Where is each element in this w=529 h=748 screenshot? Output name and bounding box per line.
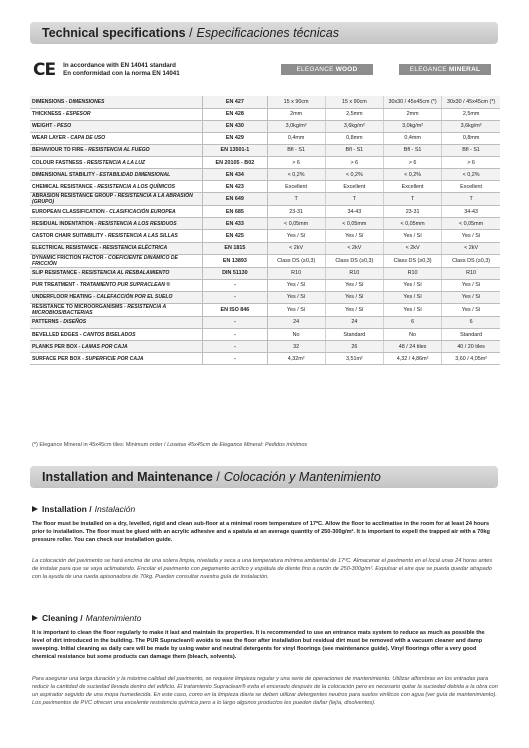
spec-value-v2: T: [325, 193, 383, 206]
spec-standard: EN 429: [203, 132, 267, 144]
spec-property-es: RESISTENCIA A LOS RESIDUOS: [97, 220, 177, 227]
spec-property-es: RESISTENCIA A MICROBIOS/BACTERIAS: [32, 303, 166, 316]
spec-row: [30, 169, 500, 181]
install-banner-title-es: Colocación y Mantenimiento: [223, 470, 381, 484]
spec-value-v1: Yes / Sí: [267, 230, 325, 242]
spec-value-v1: 4,32m²: [267, 353, 325, 365]
spec-row: [30, 353, 500, 365]
spec-row: [30, 193, 500, 206]
spec-property-en: BEHAVIOUR TO FIRE: [32, 147, 84, 154]
spec-value-v4: > 6: [442, 156, 500, 168]
collection-pill-mineral: ELEGANCE MINERAL: [399, 64, 491, 75]
spec-standard: EN 434: [203, 169, 267, 181]
spec-property-en: EUROPEAN CLASSIFICATION: [32, 208, 105, 215]
spec-row: [30, 316, 500, 328]
spec-property: THICKNESS - ESPESOR: [30, 108, 203, 120]
spec-value-v2: 3,6kg/m²: [325, 120, 383, 132]
spec-property-en: COLOUR FASTNESS: [32, 159, 83, 166]
spec-value-v3: 48 / 24 tiles: [383, 341, 441, 353]
install-banner-title-en: Installation and Maintenance: [42, 470, 213, 484]
spec-value-v1: < 0,2%: [267, 169, 325, 181]
spec-property-es: ESPESOR: [65, 111, 91, 118]
spec-standard: -: [203, 279, 267, 291]
spec-value-v3: Class DS (≥0,3): [383, 254, 441, 267]
spec-row: [30, 120, 500, 132]
spec-value-v2: 24: [325, 316, 383, 328]
spec-value-v3: R10: [383, 267, 441, 279]
spec-standard: -: [203, 329, 267, 341]
spec-standard: EN ISO 846: [203, 303, 267, 316]
spec-value-v1: < 0,05mm: [267, 218, 325, 230]
spec-value-v1: 3,0kg/m²: [267, 120, 325, 132]
spec-property-es: CLASIFICACIÓN EUROPEA: [109, 208, 176, 215]
spec-property: EUROPEAN CLASSIFICATION - CLASIFICACIÓN EUROPEA: [30, 206, 203, 218]
spec-value-v2: Class DS (≥0,3): [325, 254, 383, 267]
spec-value-v4: 30x30 / 45x45cm (*): [442, 96, 500, 108]
spec-property: WEIGHT - PESO: [30, 120, 203, 132]
spec-value-v1: 0,4mm: [267, 132, 325, 144]
spec-property: WEAR LAYER - CAPA DE USO: [30, 132, 203, 144]
spec-property-en: SLIP RESISTANCE: [32, 270, 78, 277]
compliance-line-es: En conformidad con la norma EN 14041: [63, 70, 180, 77]
spec-property-es: DISEÑOS: [63, 319, 87, 326]
cleaning-text-en: It is important to clean the floor regularly to make it last and maintain its properties. It is recommended to use an entrance mats system to reduce as much as possible the level of dirt introduced in the building. The PUR Supraclean® avoids to wax the floor after installation but residual dirt must be removed with a vacuum cleaner and damp sweeping. Initial cleaning as daily care will be made by using water and neutral detergents for vinyl floorings (see maintenance guide). Vinyl floorings offer a very good chemical resistance but some products can damage them (bleach, solvents).: [32, 630, 485, 660]
spec-value-v2: Standard: [325, 329, 383, 341]
spec-property-en: PATTERNS: [32, 319, 59, 326]
spec-standard: EN 649: [203, 193, 267, 206]
installation-text-es: La colocación del pavimento se hará encima de una solera limpia, nivelada y seca a una temperatura mínima ambiental de 17ºC. Almacenar el pavimento en el local unas 24 horas antes de instalar para que se vaya aclimatando. Encolar el pavimento con pegamento acrílico y espátula de diente fino a razón de 250-300g/m². Expulsar el aire que se pueda quedar atrapado con la ayuda de una rueda apisonadora de 70kg. Pueden consultar nuestra guía de instalación.: [32, 558, 493, 580]
spec-value-v4: 6: [442, 316, 500, 328]
spec-value-v3: > 6: [383, 156, 441, 168]
spec-value-v1: Class DS (≥0,3): [267, 254, 325, 267]
spec-value-v3: 4,32 / 4,86m²: [383, 353, 441, 365]
spec-value-v3: 3,0kg/m²: [383, 120, 441, 132]
spec-property: PUR TREATMENT - TRATAMIENTO PUR SUPRACLEAN ®: [30, 279, 203, 291]
spec-property: PATTERNS - DISEÑOS: [30, 316, 203, 328]
spec-property-es: RESISTENCIA ELÉCTRICA: [102, 245, 168, 252]
spec-value-v4: Class DS (≥0,3): [442, 254, 500, 267]
spec-value-v3: Excellent: [383, 181, 441, 193]
spec-property-en: RESIDUAL INDENTATION: [32, 220, 94, 227]
spec-value-v3: T: [383, 193, 441, 206]
spec-property-en: RESISTANCE TO MICROORGANISMS: [32, 303, 123, 310]
spec-standard: EN 427: [203, 96, 267, 108]
spec-property-en: PUR TREATMENT: [32, 282, 76, 289]
spec-row: [30, 291, 500, 303]
cleaning-heading: Cleaning / Mantenimiento: [32, 613, 141, 623]
spec-property: DIMENSIONAL STABILITY - ESTABILIDAD DIMENSIONAL: [30, 169, 203, 181]
spec-row: [30, 341, 500, 353]
spec-standard: -: [203, 316, 267, 328]
spec-value-v4: Yes / Sí: [442, 303, 500, 316]
spec-value-v4: Standard: [442, 329, 500, 341]
spec-standard: DIN 51130: [203, 267, 267, 279]
spec-row: [30, 206, 500, 218]
spec-value-v4: T: [442, 193, 500, 206]
spec-value-v4: < 0,05mm: [442, 218, 500, 230]
spec-value-v2: < 2kV: [325, 242, 383, 254]
spec-standard: EN 13893: [203, 254, 267, 267]
spec-value-v2: Yes / Sí: [325, 230, 383, 242]
spec-property: ELECTRICAL RESISTANCE - RESISTENCIA ELÉCTRICA: [30, 242, 203, 254]
spec-row: [30, 254, 500, 267]
spec-value-v1: No: [267, 329, 325, 341]
spec-value-v2: R10: [325, 267, 383, 279]
spec-value-v3: 23-31: [383, 206, 441, 218]
spec-property: PLANKS PER BOX - LAMAS POR CAJA: [30, 341, 203, 353]
spec-row: [30, 132, 500, 144]
spec-row: [30, 144, 500, 156]
spec-standard: EN 430: [203, 120, 267, 132]
spec-value-v4: 0,8mm: [442, 132, 500, 144]
spec-value-v2: > 6: [325, 156, 383, 168]
spec-value-v2: Bfl - S1: [325, 144, 383, 156]
spec-value-v1: Yes / Sí: [267, 303, 325, 316]
spec-property-en: SURFACE PER BOX: [32, 355, 81, 362]
spec-value-v4: Excellent: [442, 181, 500, 193]
spec-property-en: PLANKS PER BOX: [32, 343, 78, 350]
spec-property-en: UNDERFLOOR HEATING: [32, 294, 92, 301]
spec-value-v2: 34-43: [325, 206, 383, 218]
spec-property-en: CASTOR CHAIR SUITABILITY: [32, 232, 104, 239]
spec-value-v3: Yes / Sí: [383, 279, 441, 291]
spec-value-v1: Yes / Sí: [267, 279, 325, 291]
spec-value-v2: 0,8mm: [325, 132, 383, 144]
spec-value-v4: Yes / Sí: [442, 279, 500, 291]
spec-value-v3: < 2kV: [383, 242, 441, 254]
spec-value-v4: Yes / Sí: [442, 230, 500, 242]
spec-property-es: RESISTENCIA A LA LUZ: [86, 159, 146, 166]
spec-property: CASTOR CHAIR SUITABILITY - RESISTENCIA A LAS SILLAS: [30, 230, 203, 242]
spec-value-v1: 2mm: [267, 108, 325, 120]
spec-standard: EN 425: [203, 230, 267, 242]
banner-title-es: Especificaciones técnicas: [196, 26, 339, 40]
spec-property-en: WEAR LAYER: [32, 135, 66, 142]
spec-value-v1: T: [267, 193, 325, 206]
spec-value-v4: 3,6kg/m²: [442, 120, 500, 132]
spec-standard: -: [203, 353, 267, 365]
spec-property-en: CHEMICAL RESISTANCE: [32, 183, 93, 190]
spec-value-v1: 15 x 90cm: [267, 96, 325, 108]
spec-property-en: ABRASION RESISTANCE GROUP: [32, 193, 114, 200]
spec-row: [30, 181, 500, 193]
spec-value-v4: 40 / 20 tiles: [442, 341, 500, 353]
spec-value-v3: 30x30 / 45x45cm (*): [383, 96, 441, 108]
spec-row: [30, 242, 500, 254]
spec-value-v3: 6: [383, 316, 441, 328]
spec-property-es: COEFICIENTE DINÁMICO DE FRICCIÓN: [32, 254, 178, 267]
spec-value-v4: 34-43: [442, 206, 500, 218]
spec-property: RESISTANCE TO MICROORGANISMS - RESISTENCIA A MICROBIOS/BACTERIAS: [30, 303, 203, 316]
spec-property: SURFACE PER BOX - SUPERFICIE POR CAJA: [30, 353, 203, 365]
spec-standard: -: [203, 341, 267, 353]
spec-value-v2: Excellent: [325, 181, 383, 193]
spec-value-v2: Yes / Sí: [325, 303, 383, 316]
spec-property-es: RESISTENCIA A LOS QUÍMICOS: [97, 183, 176, 190]
spec-value-v3: Bfl - S1: [383, 144, 441, 156]
ce-compliance: [33, 60, 180, 80]
compliance-line-en: In accordance with EN 14041 standard: [63, 62, 176, 69]
spec-value-v1: Bfl - S1: [267, 144, 325, 156]
spec-row: [30, 329, 500, 341]
spec-property-es: PESO: [56, 123, 72, 130]
install-banner: Installation and Maintenance / Colocación y Mantenimiento: [30, 466, 498, 488]
spec-value-v4: R10: [442, 267, 500, 279]
spec-property-es: CANTOS BISELADOS: [82, 331, 136, 338]
spec-value-v1: 23-31: [267, 206, 325, 218]
spec-standard: -: [203, 291, 267, 303]
spec-standard: EN 20105 - B02: [203, 156, 267, 168]
arrow-right-icon: [32, 615, 38, 621]
spec-property-es: DIMENSIONES: [68, 98, 105, 105]
installation-text-en: The floor must be installed on a dry, levelled, rigid and clean sub-floor at a minimal room temperature of 17ºC. Allow the floor to acclimatise in the room for at least 24 hours prior to installation. The floor must be glued with an acrylic adhesive and a spatula at an average quantity of 250-300g/m². It is important to expell the trapped air with a 70kg pressure roller. You can check our installation guide.: [32, 521, 490, 543]
spec-row: [30, 267, 500, 279]
spec-value-v1: Excellent: [267, 181, 325, 193]
tech-spec-banner: [30, 22, 498, 44]
spec-property: COLOUR FASTNESS - RESISTENCIA A LA LUZ: [30, 156, 203, 168]
spec-property: BEHAVIOUR TO FIRE - RESISTENCIA AL FUEGO: [30, 144, 203, 156]
spec-value-v3: 0,4mm: [383, 132, 441, 144]
spec-property-es: CAPA DE USO: [70, 135, 106, 142]
spec-value-v3: 2mm: [383, 108, 441, 120]
spec-property-en: THICKNESS: [32, 111, 62, 118]
spec-property-en: WEIGHT: [32, 123, 53, 130]
spec-row: [30, 108, 500, 120]
spec-property: CHEMICAL RESISTANCE - RESISTENCIA A LOS QUÍMICOS: [30, 181, 203, 193]
spec-value-v2: 3,51m²: [325, 353, 383, 365]
spec-property-en: DYNAMIC FRICTION FACTOR: [32, 254, 104, 261]
spec-value-v2: 15 x 90cm: [325, 96, 383, 108]
spec-property-es: SUPERFICIE POR CAJA: [85, 355, 144, 362]
cleaning-text-es: Para asegurar una larga duración y la máxima calidad del pavimento, se requiere limpieza regular y una serie de operaciones de mantenimiento. Utilizar alfombras en los entradas para reducir la cantidad de suciedad llevada dentro del edificio. El tratamiento Supraclean® evita el encerado después de la colocación pero es necesario quitar la suciedad debida a la obra con un aspirador seguido de una mopa humedecida. En este caso, como en la limpieza diaria se deben utilizar detergentes neutros para suelos vinílicos con agua (ver guía de mantenimiento). Los pavimentos de PVC ofrecen una excelente resistencia química pero a lo largo algunos productos les pueden dañar (lejía, disolventes).: [32, 676, 498, 706]
spec-property-es: LAMAS POR CAJA: [81, 343, 128, 350]
spec-property-es: RESISTENCIA A LA ABRASIÓN (GRUPO): [32, 193, 193, 206]
spec-value-v3: Yes / Sí: [383, 303, 441, 316]
spec-row: [30, 96, 500, 108]
spec-standard: EN 13501-1: [203, 144, 267, 156]
spec-row: [30, 230, 500, 242]
spec-value-v4: Bfl - S1: [442, 144, 500, 156]
spec-property-es: TRATAMIENTO PUR SUPRACLEAN ®: [79, 282, 171, 289]
spec-property-es: RESISTENCIA AL FUEGO: [88, 147, 150, 154]
spec-value-v4: < 0,2%: [442, 169, 500, 181]
spec-value-v2: Yes / Sí: [325, 291, 383, 303]
spec-standard: EN 423: [203, 181, 267, 193]
spec-value-v1: 32: [267, 341, 325, 353]
spec-property: DIMENSIONS - DIMENSIONES: [30, 96, 203, 108]
spec-standard: EN 685: [203, 206, 267, 218]
footnote: (*) Elegance Mineral in 45x45cm tiles: Minimum order / Losetas 45x45cm de Elegance Mineral: Pedidos mínimos: [32, 442, 308, 448]
spec-property: UNDERFLOOR HEATING - CALEFACCIÓN POR EL SUELO: [30, 291, 203, 303]
spec-standard: EN 433: [203, 218, 267, 230]
spec-standard: EN 428: [203, 108, 267, 120]
spec-property: DYNAMIC FRICTION FACTOR - COEFICIENTE DINÁMICO DE FRICCIÓN: [30, 254, 203, 267]
spec-value-v2: Yes / Sí: [325, 279, 383, 291]
banner-title-en: Technical specifications: [42, 26, 186, 40]
spec-value-v1: > 6: [267, 156, 325, 168]
spec-value-v1: R10: [267, 267, 325, 279]
ce-mark-icon: CE: [33, 60, 56, 80]
spec-value-v4: 3,60 / 4,05m²: [442, 353, 500, 365]
spec-value-v1: Yes / Sí: [267, 291, 325, 303]
spec-value-v4: Yes / Sí: [442, 291, 500, 303]
spec-row: [30, 279, 500, 291]
spec-value-v4: < 2kV: [442, 242, 500, 254]
spec-property-en: ELECTRICAL RESISTANCE: [32, 245, 99, 252]
installation-heading: Installation / Instalación: [32, 504, 135, 514]
arrow-right-icon: [32, 506, 38, 512]
spec-value-v1: < 2kV: [267, 242, 325, 254]
spec-row: [30, 156, 500, 168]
spec-property: SLIP RESISTANCE - RESISTENCIA AL RESBALAMIENTO: [30, 267, 203, 279]
spec-value-v4: 2,5mm: [442, 108, 500, 120]
spec-value-v3: Yes / Sí: [383, 291, 441, 303]
spec-value-v3: Yes / Sí: [383, 230, 441, 242]
spec-row: [30, 218, 500, 230]
spec-value-v2: < 0,05mm: [325, 218, 383, 230]
spec-row: [30, 303, 500, 316]
spec-property: BEVELLED EDGES - CANTOS BISELADOS: [30, 329, 203, 341]
spec-value-v2: 26: [325, 341, 383, 353]
spec-value-v1: 24: [267, 316, 325, 328]
spec-property: RESIDUAL INDENTATION - RESISTENCIA A LOS RESIDUOS: [30, 218, 203, 230]
spec-value-v2: 2,5mm: [325, 108, 383, 120]
spec-property: ABRASION RESISTANCE GROUP - RESISTENCIA A LA ABRASIÓN (GRUPO): [30, 193, 203, 206]
spec-property-es: RESISTENCIA A LAS SILLAS: [107, 232, 178, 239]
spec-value-v3: < 0,05mm: [383, 218, 441, 230]
banner-separator: /: [189, 26, 193, 40]
spec-value-v2: < 0,2%: [325, 169, 383, 181]
spec-property-es: RESISTENCIA AL RESBALAMIENTO: [81, 270, 170, 277]
spec-table: [30, 96, 500, 365]
spec-property-en: DIMENSIONS: [32, 98, 65, 105]
spec-value-v3: No: [383, 329, 441, 341]
collection-pill-wood: ELEGANCE WOOD: [281, 64, 373, 75]
spec-value-v3: < 0,2%: [383, 169, 441, 181]
spec-property-es: ESTABILIDAD DIMENSIONAL: [99, 171, 171, 178]
spec-standard: EN 1815: [203, 242, 267, 254]
spec-property-es: CALEFACCIÓN POR EL SUELO: [96, 294, 173, 301]
spec-property-en: DIMENSIONAL STABILITY: [32, 171, 95, 178]
spec-property-en: BEVELLED EDGES: [32, 331, 79, 338]
